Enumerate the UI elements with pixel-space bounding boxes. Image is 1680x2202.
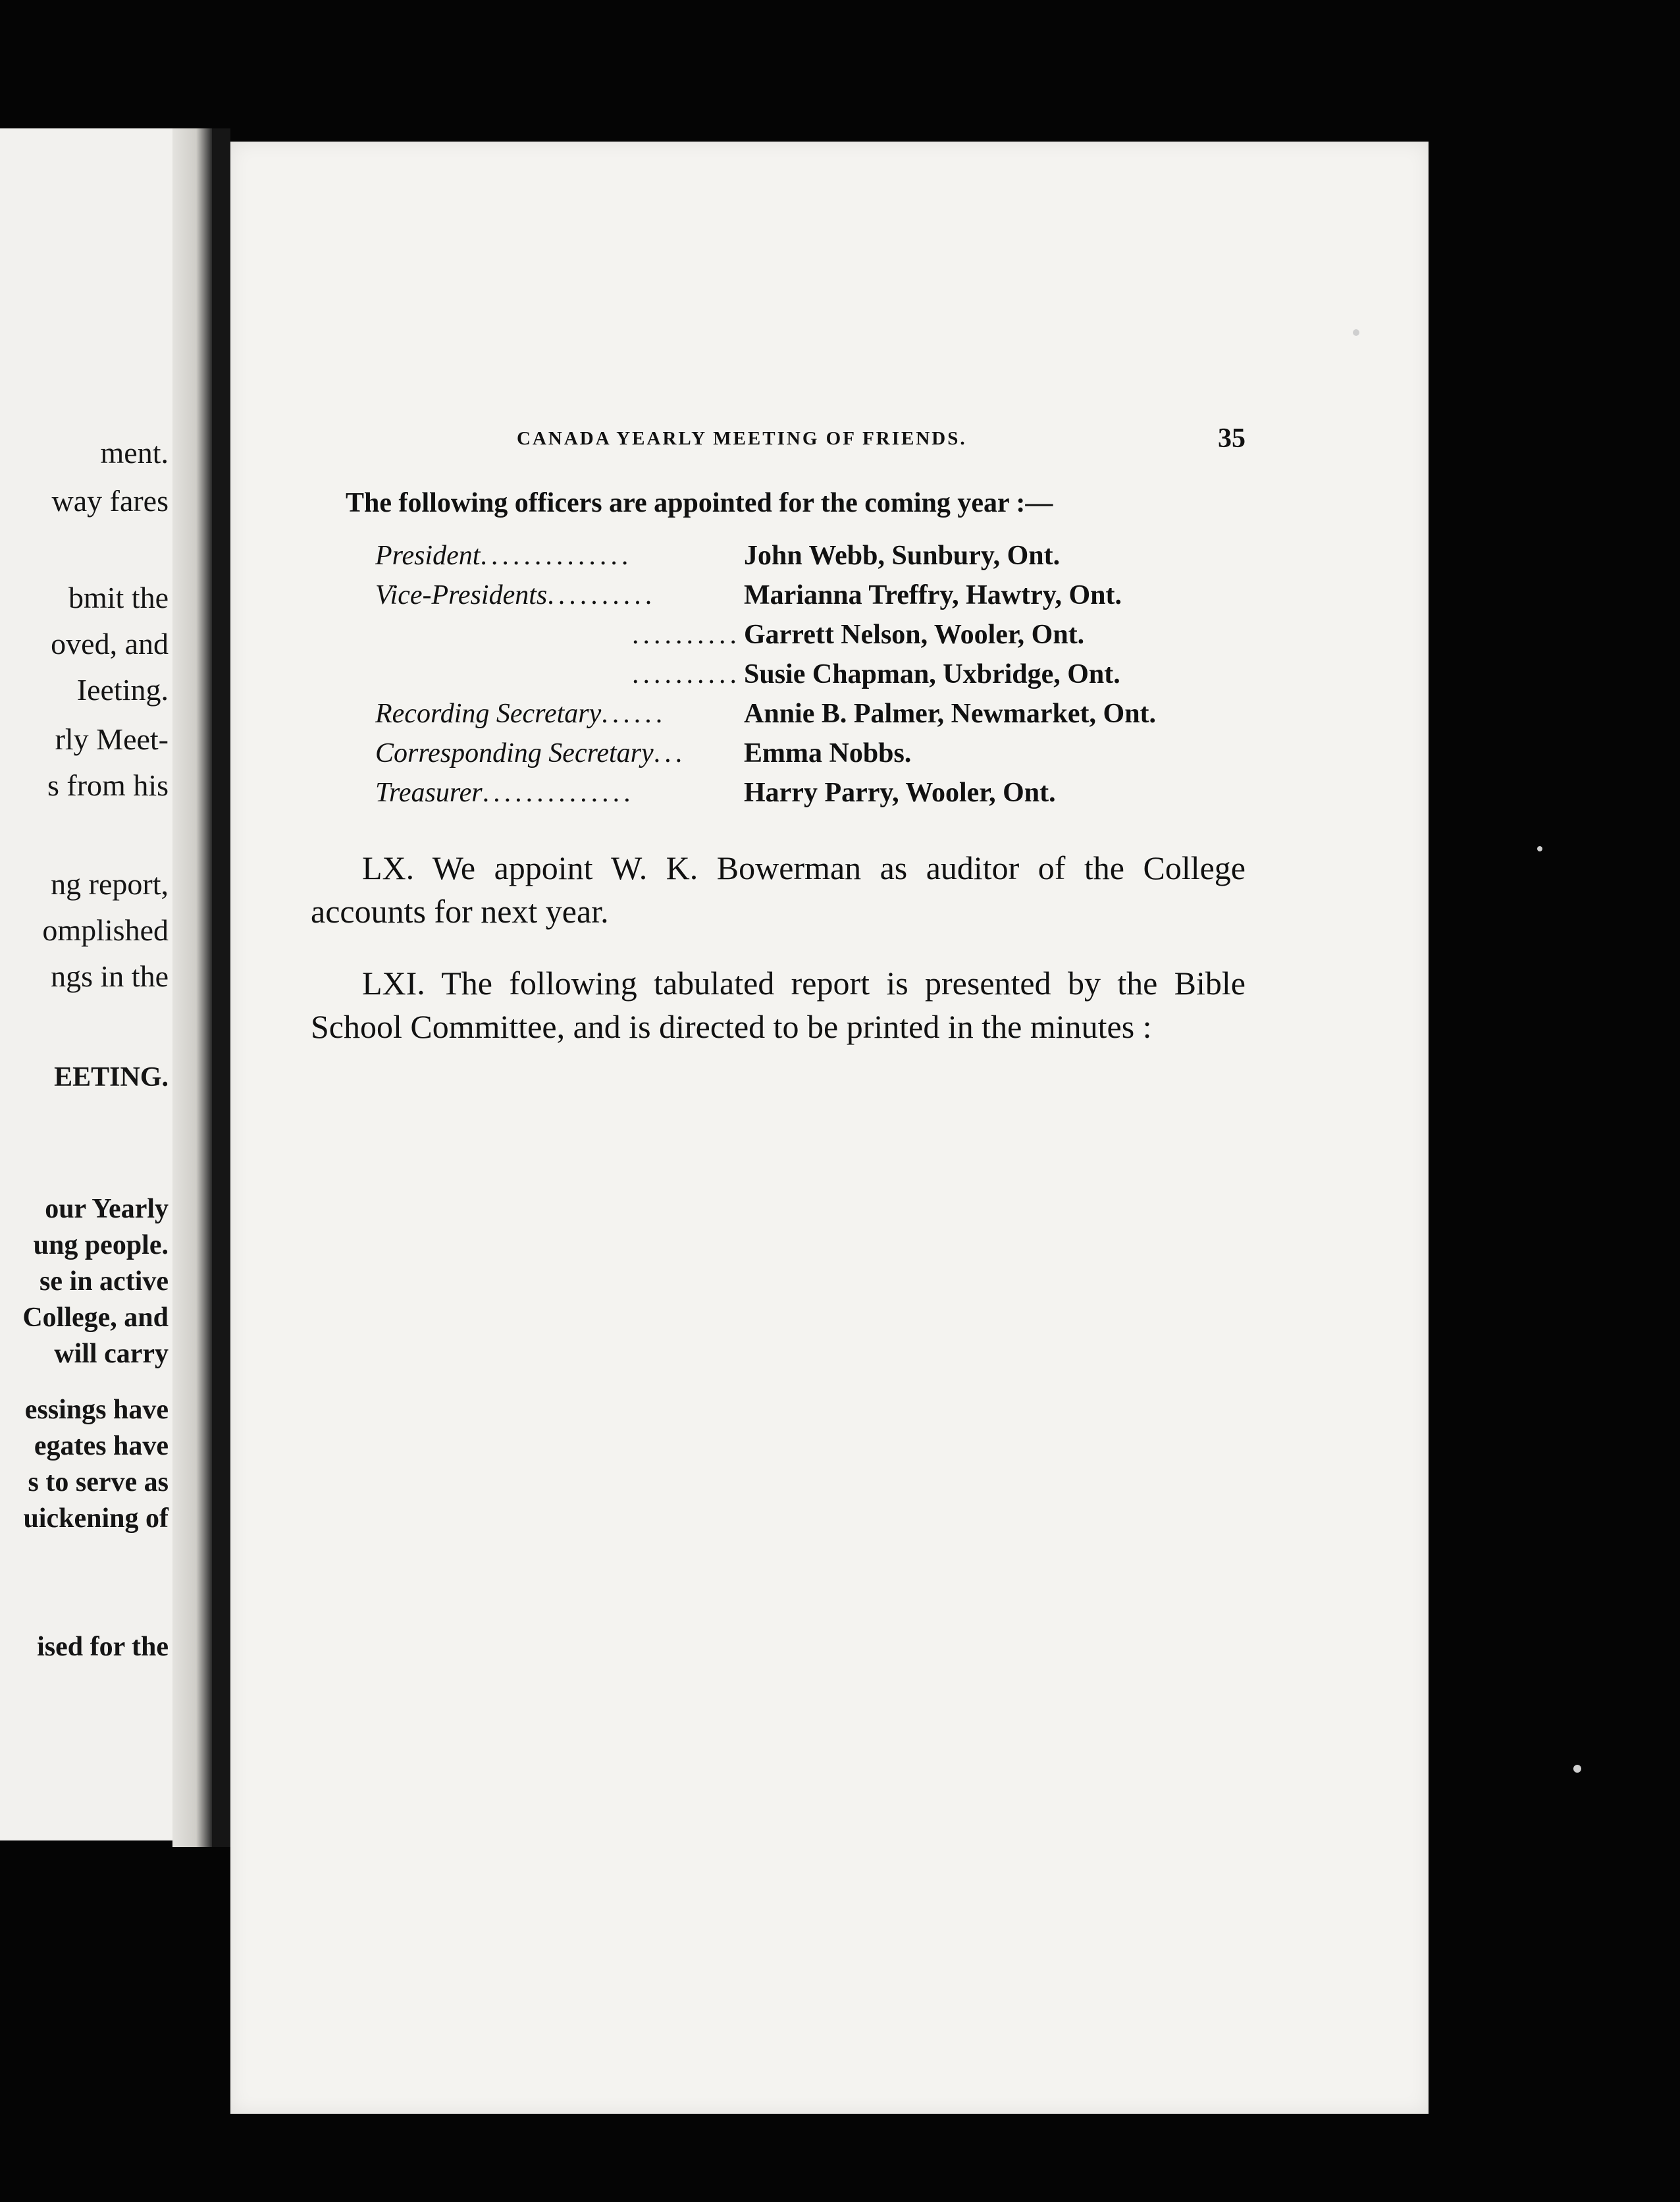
- leader-dots: ..............: [482, 778, 635, 808]
- previous-page-text-line: ng report,: [51, 867, 169, 901]
- officer-role-title: Treasurer: [375, 778, 483, 808]
- leader-dots: ......: [601, 699, 667, 729]
- officer-role-title: Vice-Presidents: [375, 580, 548, 610]
- previous-page-text-line: our Yearly: [45, 1194, 169, 1224]
- dust-speck: [1573, 1765, 1581, 1773]
- officer-role: [375, 579, 744, 611]
- previous-page-text-line: will carry: [54, 1339, 169, 1369]
- previous-page-text-line: rly Meet-: [55, 722, 169, 756]
- officer-role: [375, 738, 744, 769]
- paragraph-number: LX.: [362, 849, 415, 886]
- dust-speck: [1353, 329, 1359, 336]
- officers-intro: The following officers are appointed for the coming year :—: [346, 488, 1053, 518]
- leader-dots: ...: [653, 738, 687, 768]
- officer-name: John Webb, Sunbury, Ont.: [744, 541, 1061, 571]
- dust-speck: [1537, 846, 1542, 851]
- leader-dots: ..............: [480, 541, 633, 571]
- previous-page-text-line: College, and: [22, 1302, 169, 1333]
- officer-name: Susie Chapman, Uxbridge, Ont.: [744, 659, 1120, 689]
- previous-page-text-line: egates have: [34, 1431, 169, 1461]
- previous-page-text-line: way fares: [51, 484, 169, 518]
- previous-page-text-line: uickening of: [23, 1503, 169, 1534]
- leader-dots: ..........: [632, 659, 741, 689]
- officer-role: [375, 658, 741, 690]
- officer-role: [375, 698, 744, 730]
- page-gutter-edge: [172, 128, 212, 1847]
- previous-page-fragment: [0, 128, 172, 1840]
- officer-name: Garrett Nelson, Wooler, Ont.: [744, 620, 1085, 650]
- previous-page-text-line: ngs in the: [51, 959, 169, 993]
- officer-role-title: President: [375, 541, 481, 571]
- paragraph-lx: [311, 846, 1246, 933]
- previous-page-text-line: s from his: [47, 768, 169, 802]
- paragraph-number: LXI.: [362, 965, 425, 1002]
- page-number: 35: [1218, 423, 1246, 454]
- book-page: [230, 142, 1429, 2114]
- previous-page-text-line: essings have: [24, 1395, 169, 1425]
- book-spine-gutter: [212, 128, 230, 1847]
- previous-page-text-line: Ieeting.: [76, 673, 169, 707]
- previous-page-text-line: ung people.: [33, 1230, 169, 1260]
- officer-role: [375, 619, 741, 651]
- officer-role-title: Recording Secretary: [375, 699, 602, 729]
- officer-role: [375, 777, 744, 809]
- previous-page-text-line: bmit the: [68, 581, 169, 614]
- officer-name: Emma Nobbs.: [744, 738, 912, 768]
- paragraph-text: The following tabulated report is presented by the Bible School Committee, and is directed to be printed in the minutes :: [311, 965, 1246, 1045]
- officer-name: Annie B. Palmer, Newmarket, Ont.: [744, 699, 1157, 729]
- leader-dots: ..........: [632, 620, 741, 650]
- officer-name: Harry Parry, Wooler, Ont.: [744, 778, 1056, 808]
- previous-page-text-line: omplished: [42, 913, 169, 947]
- paragraph-lxi: [311, 961, 1246, 1048]
- officer-name: Marianna Treffry, Hawtry, Ont.: [744, 580, 1122, 610]
- previous-page-text-line: ment.: [100, 436, 169, 470]
- previous-page-text-line: se in active: [39, 1266, 169, 1297]
- officer-role-title: Corresponding Secretary: [375, 738, 654, 768]
- paragraph-text: We appoint W. K. Bowerman as auditor of the College accounts for next year.: [311, 849, 1246, 930]
- previous-page-text-line: s to serve as: [28, 1467, 169, 1497]
- leader-dots: ..........: [547, 580, 656, 610]
- previous-page-text-line: oved, and: [51, 627, 169, 660]
- previous-page-text-line: ised for the: [37, 1632, 169, 1662]
- running-head: CANADA YEARLY MEETING OF FRIENDS.: [517, 428, 967, 449]
- officer-role: [375, 540, 744, 572]
- previous-page-text-line: EETING.: [54, 1062, 169, 1092]
